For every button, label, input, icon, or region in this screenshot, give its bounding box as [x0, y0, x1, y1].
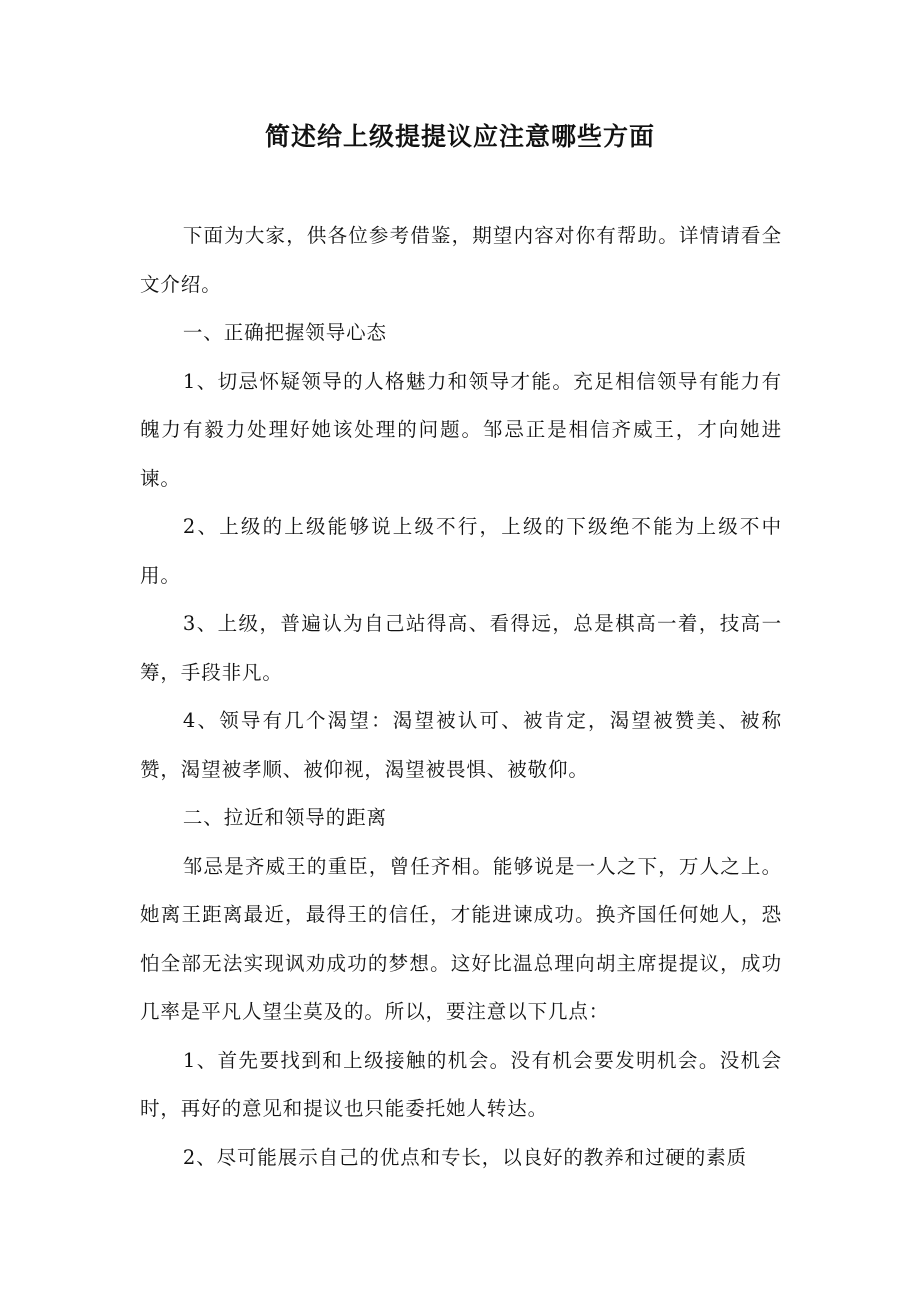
- paragraph: 3、上级，普遍认为自己站得高、看得远，总是棋高一着，技高一筹，手段非凡。: [140, 612, 782, 684]
- paragraph: 2、上级的上级能够说上级不行，上级的下级绝不能为上级不中用。: [140, 515, 782, 587]
- paragraph: 邹忌是齐威王的重臣，曾任齐相。能够说是一人之下，万人之上。她离王距离最近，最得王的信任，才能进谏成功。换齐国任何她人，恐怕全部无法实现讽劝成功的梦想。这好比温总理向胡主席提提议，成功几率是平凡人望尘莫及的。所以，要注意以下几点：: [140, 854, 782, 1023]
- paragraph: 4、领导有几个渴望：渴望被认可、被肯定，渴望被赞美、被称赞，渴望被孝顺、被仰视，渴望被畏惧、被敬仰。: [140, 709, 782, 781]
- paragraph: 1、切忌怀疑领导的人格魅力和领导才能。充足相信领导有能力有魄力有毅力处理好她该处理的问题。邹忌正是相信齐威王，才向她进谏。: [140, 369, 782, 490]
- section-heading-1: 一、正确把握领导心态: [182, 321, 387, 344]
- paragraph: 2、尽可能展示自己的优点和专长，以良好的教养和过硬的素质: [182, 1145, 747, 1169]
- document-body: [140, 212, 782, 1182]
- document-title: 简述给上级提提议应注意哪些方面: [264, 122, 655, 151]
- paragraph-intro: 下面为大家，供各位参考借鉴，期望内容对你有帮助。详情请看全文介绍。: [140, 224, 782, 296]
- paragraph: 1、首先要找到和上级接触的机会。没有机会要发明机会。没机会时，再好的意见和提议也只能委托她人转达。: [140, 1048, 782, 1120]
- section-heading-2: 二、拉近和领导的距离: [182, 806, 387, 829]
